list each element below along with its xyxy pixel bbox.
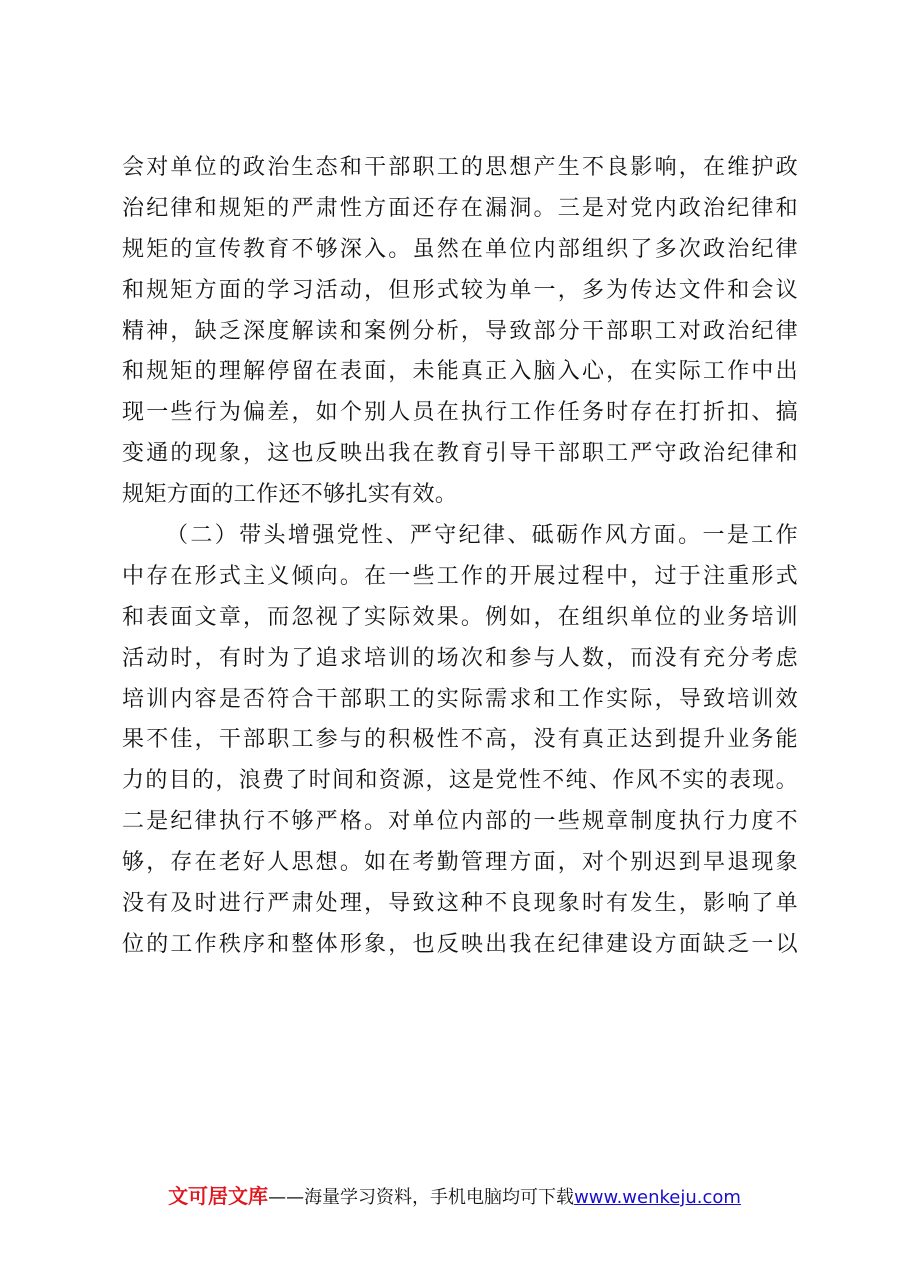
footer-slogan: ——海量学习资料，手机电脑均可下载: [268, 1187, 575, 1208]
text-line: 和表面文章，而忽视了实际效果。例如，在组织单位的业务培训: [122, 604, 798, 630]
text-line: 果不佳，干部职工参与的积极性不高，没有真正达到提升业务能: [122, 727, 798, 753]
text-line: 和规矩方面的学习活动，但形式较为单一，多为传达文件和会议: [122, 277, 798, 303]
text-line: 治纪律和规矩的严肃性方面还存在漏洞。三是对党内政治纪律和: [122, 195, 798, 221]
document-body: [122, 148, 798, 966]
text-line: 会对单位的政治生态和干部职工的思想产生不良影响，在维护政: [122, 155, 798, 180]
text-line: 位的工作秩序和整体形象，也反映出我在纪律建设方面缺乏一以: [122, 931, 798, 957]
text-line: 精神，缺乏深度解读和案例分析，导致部分干部职工对政治纪律: [122, 318, 798, 344]
section-heading-line: （二）带头增强党性、严守纪律、砥砺作风方面。一是工作: [166, 523, 798, 549]
footer-banner: [0, 1180, 909, 1209]
site-link[interactable]: www.wenkeju.com: [574, 1187, 741, 1208]
text-line: 中存在形式主义倾向。在一些工作的开展过程中，过于注重形式: [122, 563, 798, 589]
text-line: 和规矩的理解停留在表面，未能真正入脑入心，在实际工作中出: [122, 359, 798, 385]
text-line: 二是纪律执行不够严格。对单位内部的一些规章制度执行力度不: [122, 809, 798, 835]
text-line: 活动时，有时为了追求培训的场次和参与人数，而没有充分考虑: [122, 645, 798, 671]
text-line: 够，存在老好人思想。如在考勤管理方面，对个别迟到早退现象: [122, 850, 798, 876]
text-line: 变通的现象，这也反映出我在教育引导干部职工严守政治纪律和: [122, 441, 798, 467]
text-line: 现一些行为偏差，如个别人员在执行工作任务时存在打折扣、搞: [122, 400, 798, 426]
text-line: 规矩方面的工作还不够扎实有效。: [122, 482, 458, 508]
text-line: 力的目的，浪费了时间和资源，这是党性不纯、作风不实的表现。: [122, 768, 798, 794]
text-line: 规矩的宣传教育不够深入。虽然在单位内部组织了多次政治纪律: [122, 236, 798, 262]
brand-name: 文可居文库: [168, 1184, 269, 1208]
text-line: 培训内容是否符合干部职工的实际需求和工作实际，导致培训效: [122, 686, 798, 712]
text-line: 没有及时进行严肃处理，导致这种不良现象时有发生，影响了单: [122, 891, 798, 917]
